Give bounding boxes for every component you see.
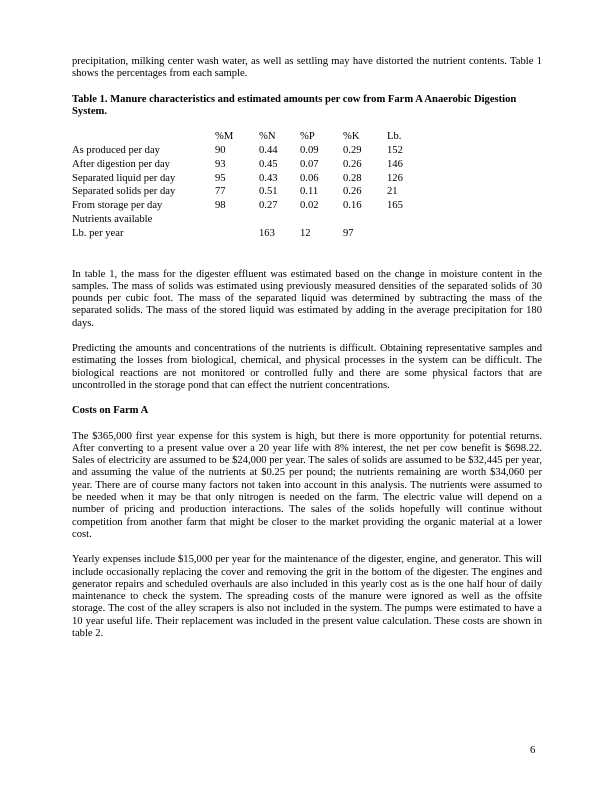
table-cell: 0.16 — [343, 200, 362, 212]
row-label: As produced per day — [72, 144, 160, 156]
table-cell: 93 — [215, 158, 226, 170]
paragraph-mass-estimation: In table 1, the mass for the digester effluent was estimated based on the change in moisture content in the samples. The mass of solids was estimated using previously measured densities of the separated solids of 30 pounds per cubic foot. The mass of the separated liquid was determined by subtracting the mass of the separated solids. The mass of the stored liquid was estimated by adding in the average precipitation for 180 days. — [72, 268, 542, 329]
table-cell — [259, 214, 300, 228]
table-cell: 146 — [387, 158, 403, 170]
table-cell: Lb. — [387, 131, 402, 143]
table-cell: 0.45 — [259, 158, 278, 170]
table-cell: 0.07 — [300, 158, 319, 170]
table-cell: 0.11 — [300, 186, 319, 198]
table-row — [72, 159, 427, 173]
table-cell: 0.43 — [259, 172, 278, 184]
table-cell — [300, 214, 343, 228]
document-page — [72, 56, 542, 653]
table-row — [72, 173, 427, 187]
table-cell: 0.51 — [259, 186, 278, 198]
table-cell — [215, 228, 259, 242]
table-row — [72, 214, 427, 228]
table-cell: 0.26 — [343, 186, 362, 198]
page-number: 6 — [530, 745, 536, 756]
row-label: From storage per day — [72, 200, 163, 212]
table-row — [72, 186, 427, 200]
row-label: After digestion per day — [72, 158, 170, 170]
row-label: Nutrients available — [72, 213, 153, 225]
table-row — [72, 228, 427, 242]
table-cell: 98 — [215, 200, 226, 212]
table-cell: 21 — [387, 186, 398, 198]
table-cell: %N — [259, 131, 276, 143]
table-cell — [387, 228, 427, 242]
intro-paragraph: precipitation, milking center wash water, as well as settling may have distorted the nutrient contents. Table 1 shows the percentages from each sample. — [72, 56, 542, 80]
table-cell: 165 — [387, 200, 403, 212]
table-cell: 12 — [300, 227, 311, 239]
table-row — [72, 200, 427, 214]
table-header-row — [72, 131, 427, 145]
paragraph-costs: The $365,000 first year expense for this system is high, but there is more opportunity for potential returns. After converting to a present value over a 20 year life with 8% interest, the net per cow benefit is $698.22. Sales of electricity are assumed to be $24,000 per year. The sales of solids are assumed to be $32,445 per year, and assuming the value of the nutrients at $0.25 per pound; the nutrients remaining are worth $34,060 per year. There are of course many factors not taken into account in this analysis. The nutrients were assumed to be needed when it may be that only nitrogen is needed on the farm. The electric value will depend on a number of pricing and production interactions. The sales of the solids hopefully will continue without competition from another farm that might be closer to the market providing the organic material at a lower cost. — [72, 430, 542, 540]
table-body — [72, 131, 427, 241]
table-cell: 0.26 — [343, 158, 362, 170]
paragraph-nutrient-prediction: Predicting the amounts and concentrations of the nutrients is difficult. Obtaining representative samples and estimating the losses from biological, chemical, and physical processes in the system can be difficult. The biological reactions are not monitored or controlled fully and there are some physical factors that are uncontrolled in the storage pond that can effect the nutrient concentrations. — [72, 343, 542, 391]
paragraph-yearly-expenses: Yearly expenses include $15,000 per year for the maintenance of the digester, engine, and generator. This will include occasionally replacing the cover and removing the grit in the bottom of the digester. The engines and generator repairs and scheduled overhauls are also included in this yearly cost as is the one half hour of daily maintenance to check the system. The spreading costs of the manure were ignored as well as the offsite storage. The cost of the alley scrapers is also not included in the system. The pumps were estimated to have a 10 year useful life. Their replacement was included in the present value calculation. These costs are shown in table 2. — [72, 554, 542, 639]
table-cell: 0.09 — [300, 144, 319, 156]
table-cell: 0.02 — [300, 200, 319, 212]
table-cell: %P — [300, 131, 315, 143]
row-label: Separated liquid per day — [72, 172, 176, 184]
manure-characteristics-table — [72, 131, 427, 241]
table-cell: 0.29 — [343, 144, 362, 156]
row-label — [72, 131, 215, 145]
table-cell — [215, 214, 259, 228]
table-cell: 0.06 — [300, 172, 319, 184]
table-cell — [387, 214, 427, 228]
table-cell: 97 — [343, 227, 354, 239]
table-cell — [343, 214, 387, 228]
table-cell: %K — [343, 131, 360, 143]
table-caption: Table 1. Manure characteristics and estimated amounts per cow from Farm A Anaerobic Digestion System. — [72, 93, 517, 117]
table-cell: 77 — [215, 186, 226, 198]
table-cell: 163 — [259, 227, 275, 239]
table-cell: 126 — [387, 172, 403, 184]
table-cell: 0.44 — [259, 144, 278, 156]
table-cell: %M — [215, 131, 234, 143]
section-heading: Costs on Farm A — [72, 405, 149, 417]
table-cell: 0.27 — [259, 200, 278, 212]
row-label: Lb. per year — [72, 227, 124, 239]
table-row — [72, 145, 427, 159]
table-cell: 95 — [215, 172, 226, 184]
row-label: Separated solids per day — [72, 186, 176, 198]
table-cell: 152 — [387, 144, 403, 156]
table-cell: 0.28 — [343, 172, 362, 184]
table-cell: 90 — [215, 144, 226, 156]
